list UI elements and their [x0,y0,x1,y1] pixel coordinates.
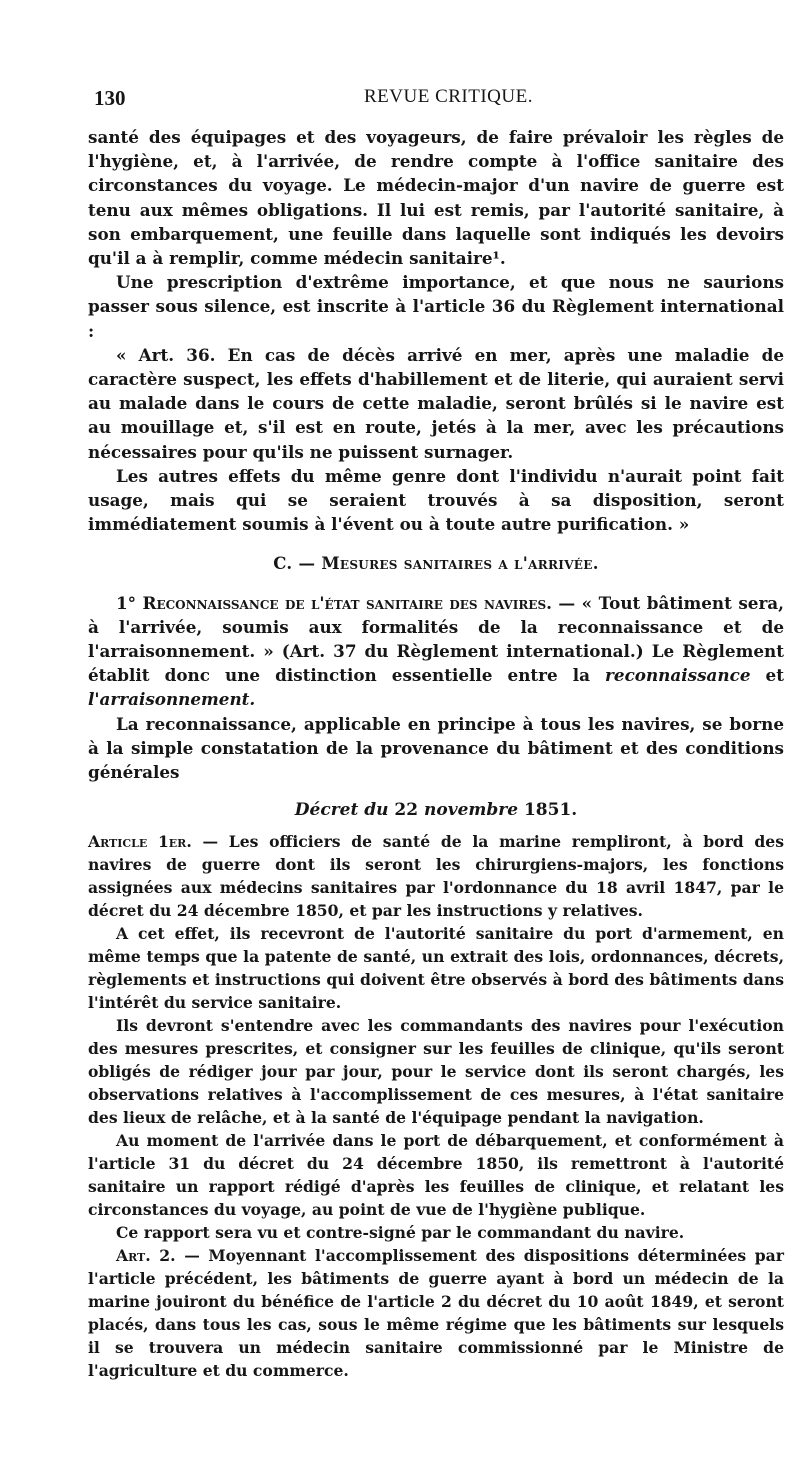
quoted-article-36: « Art. 36. En cas de décès arrivé en mer, après une maladie de caractère suspect, les effets d'habillement et de literie, qui auraient servi au malade dans le cours de cette maladie, seront brûlés si le navire est au mouillage et, s'il est en route, jetés à la mer, avec les précautions nécessaires pour qu'ils ne puissent surnager. [88,344,784,462]
reconnaissance-paragraph [88,591,784,712]
decree-article-2: Art. 2. — Moyennant l'accomplissement des dispositions déterminées par l'article précédent, les bâtiments de guerre ayant à bord un médecin de la marine jouiront du bénéfice de l'article 2 du décret du 10 août 1849, et seront placés, dans tous les cas, sous le même régime que les bâtiments sur lesquels il se trouvera un médecin sanitaire commissionné par le Ministre de l'agriculture et du commerce. [88,1246,785,1381]
paragraph: Les autres effets du même genre dont l'individu n'aurait point fait usage, mais qui se seraient trouvés à sa disposition, seront immédiatement soumis à l'évent ou à toute autre purification. » [88,465,784,535]
decree-title: Décret du 22 novembre 1851. [294,800,578,821]
reconnaissance-text-1: — « Tout bâtiment sera, à l'arrivée, soumis aux formalités de la reconnaissance et de l'arraisonnement. » (Art. 37 du Règlement international.) Le Règlement établit donc une distinction essentielle entre la [88,592,784,686]
paragraph: La reconnaissance, applicable en principe à tous les navires, se borne à la simple constatation de la provenance du bâtiment et des conditions générales [88,713,784,783]
section-title: Mesures sanitaires a l'arrivée. [321,554,599,574]
decree-paragraph: Ils devront s'entendre avec les commandants des navires pour l'exécution des mesures prescrites, et consigner sur les feuilles de clinique, qu'ils seront obligés de rédiger jour par jour, pour le service dont ils seront chargés, les observations relatives à l'accomplissement de ces mesures, à l'état sanitaire des lieux de relâche, et à la santé de l'équipage pendant la navigation. [88,1016,784,1128]
subsection-lead: 1° Reconnaissance de l'état sanitaire des navires. [116,592,552,613]
decree-paragraph: Au moment de l'arrivée dans le port de débarquement, et conformément à l'article 31 du décret du 24 décembre 1850, ils remettront à l'autorité sanitaire un rapport rédigé d'après les feuilles de clinique, et relatant les circonstances du voyage, au point de vue de l'hygiène publique. [88,1131,784,1220]
page-number: 130 [94,86,126,110]
paragraph: santé des équipages et des voyageurs, de faire prévaloir les règles de l'hygiène, et, à l'arrivée, de rendre compte à l'office sanitaire des circonstances du voyage. Le médecin-major d'un navire de guerre est tenu aux mêmes obligations. Il lui est remis, par l'autorité sanitaire, à son embarquement, une feuille dans laquelle sont indiqués les devoirs qu'il a à remplir, comme médecin sanitaire¹. [88,127,784,269]
section-letter: C. — [273,554,316,574]
section-heading [88,552,784,576]
decree-text [88,830,784,1382]
term-arraisonnement: l'arraisonnement. [88,689,256,710]
decree-article-1: Article 1er. — Les officiers de santé de la marine rempliront, à bord des navires de guerre dont ils seront les chirurgiens-majors, les fonctions assignées aux médecins sanitaires par l'ordonnance du 18 avril 1847, par le décret du 24 décembre 1850, et par les instructions y relatives. [88,832,784,921]
article-label: Art. 2. [116,1246,176,1266]
decree-paragraph: A cet effet, ils recevront de l'autorité sanitaire du port d'armement, en même temps que la patente de santé, un extrait des lois, ordonnances, décrets, règlements et instructions qui doivent être observés à bord des bâtiments dans l'intérêt du service sanitaire. [88,924,784,1013]
term-reconnaissance: reconnaissance [605,665,751,686]
article-label: Article 1er. [88,832,192,852]
page-header [94,86,784,116]
paragraph: Une prescription d'extrême importance, et que nous ne saurions passer sous silence, est inscrite à l'article 36 du Règlement international : [88,272,784,341]
page-body [88,125,784,1382]
reconnaissance-text-2: et [750,665,784,686]
running-head: REVUE CRITIQUE. [364,86,533,107]
decree-paragraph: Ce rapport sera vu et contre-signé par le commandant du navire. [116,1223,685,1243]
